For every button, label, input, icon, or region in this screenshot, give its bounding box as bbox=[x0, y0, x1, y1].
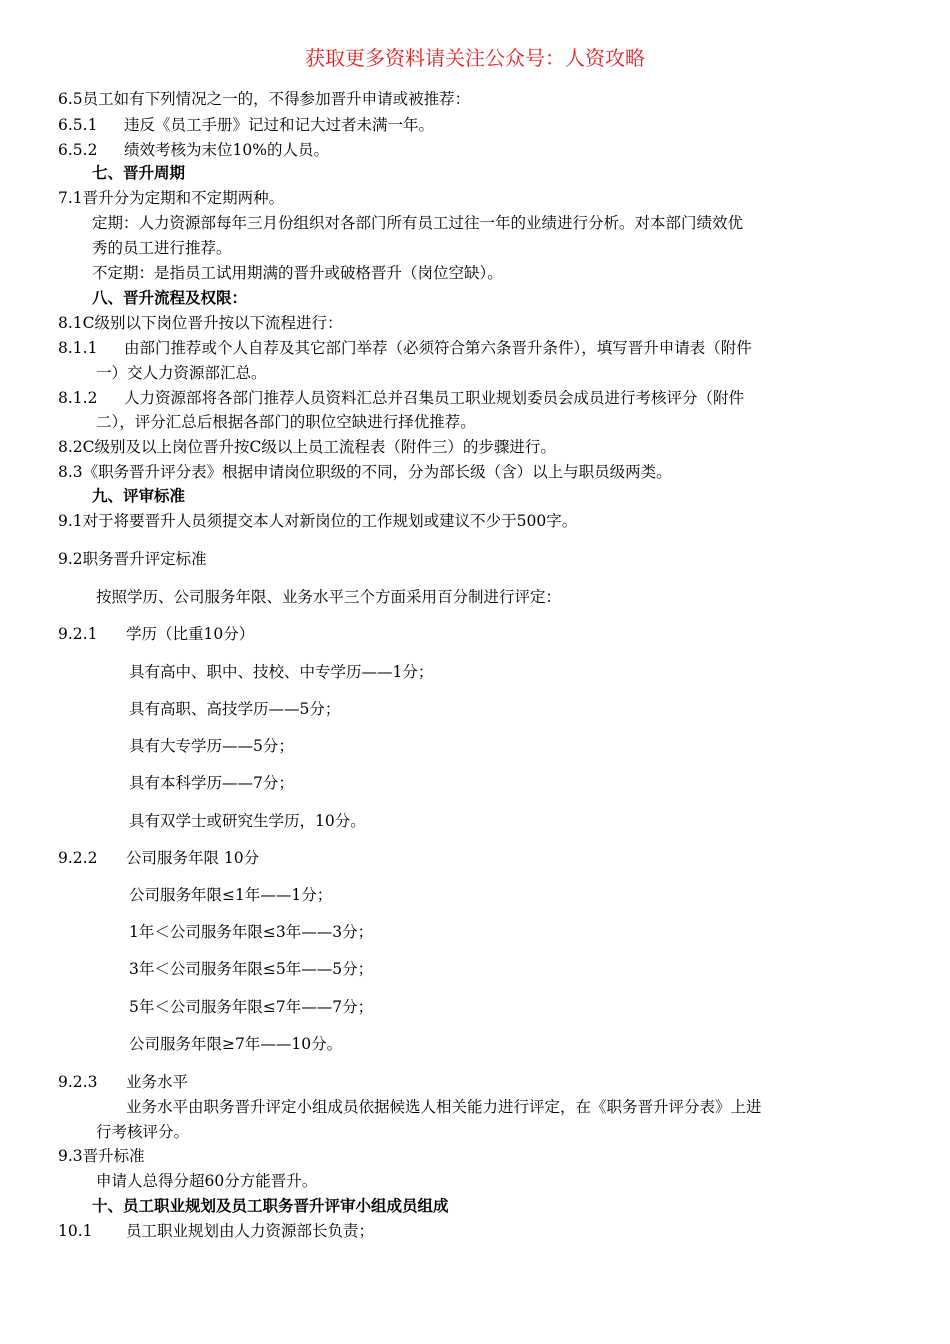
list-item: 公司服务年限≤1年——1分； bbox=[129, 886, 333, 904]
text-line: 10.1 员工职业规划由人力资源部长负责； bbox=[58, 1222, 375, 1240]
clause-number: 8.1.1 bbox=[58, 339, 98, 357]
promo-header: 获取更多资料请关注公众号：人资攻略 bbox=[305, 46, 645, 70]
text-line: 一）交人力资源部汇总。 bbox=[96, 364, 267, 382]
list-item: 具有高中、职中、技校、中专学历——1分； bbox=[129, 663, 434, 681]
text-line: 定期：人力资源部每年三月份组织对各部门所有员工过往一年的业绩进行分析。对本部门绩效优 bbox=[92, 214, 744, 232]
text-line: 9.2.2 公司服务年限 10分 bbox=[58, 849, 260, 867]
clause-number: 9.2.1 bbox=[58, 625, 98, 643]
text-line: 9.2职务晋升评定标准 bbox=[58, 550, 207, 568]
text-line: 行考核评分。 bbox=[96, 1123, 190, 1141]
list-item: 具有高职、高技学历——5分； bbox=[129, 700, 341, 718]
section-heading: 七、晋升周期 bbox=[92, 163, 186, 182]
clause-number: 8.1.2 bbox=[58, 389, 98, 407]
section-heading: 八、晋升流程及权限： bbox=[92, 288, 248, 307]
list-item: 1年＜公司服务年限≤3年——3分； bbox=[129, 923, 374, 941]
text-line: 9.3晋升标准 bbox=[58, 1147, 145, 1165]
text-line: 7.1晋升分为定期和不定期两种。 bbox=[58, 189, 285, 207]
list-item: 3年＜公司服务年限≤5年——5分； bbox=[129, 960, 374, 978]
text-line: 8.1C级别以下岗位晋升按以下流程进行： bbox=[58, 314, 343, 332]
clause-number: 10.1 bbox=[58, 1222, 93, 1240]
list-item: 公司服务年限≥7年——10分。 bbox=[129, 1035, 343, 1053]
clause-number: 6.5.2 bbox=[58, 141, 98, 159]
text-line: 秀的员工进行推荐。 bbox=[92, 239, 232, 257]
text-line: 6.5员工如有下列情况之一的，不得参加晋升申请或被推荐： bbox=[58, 90, 471, 108]
section-heading: 十、员工职业规划及员工职务晋升评审小组成员组成 bbox=[92, 1196, 449, 1215]
list-item: 具有双学士或研究生学历，10分。 bbox=[129, 812, 366, 830]
text-line: 9.2.1 学历（比重10分） bbox=[58, 625, 255, 643]
text-line: 8.1.1 由部门推荐或个人自荐及其它部门举荐（必须符合第六条晋升条件），填写晋升申请表（附件 bbox=[58, 339, 752, 357]
text-line: 8.3《职务晋升评分表》根据申请岗位职级的不同，分为部长级（含）以上与职员级两类。 bbox=[58, 463, 672, 481]
text-line: 8.2C级别及以上岗位晋升按C级以上员工流程表（附件三）的步骤进行。 bbox=[58, 438, 556, 456]
clause-number: 9.2.3 bbox=[58, 1073, 98, 1091]
text-line: 6.5.2 绩效考核为末位10%的人员。 bbox=[58, 141, 329, 159]
text-line: 二），评分汇总后根据各部门的职位空缺进行择优推荐。 bbox=[96, 413, 476, 431]
list-item: 具有本科学历——7分； bbox=[129, 774, 294, 792]
text-line: 6.5.1 违反《员工手册》记过和记大过者未满一年。 bbox=[58, 116, 435, 134]
text-line: 申请人总得分超60分方能晋升。 bbox=[96, 1172, 318, 1190]
text-line: 9.2.3 业务水平 bbox=[58, 1073, 189, 1091]
text-line: 按照学历、公司服务年限、业务水平三个方面采用百分制进行评定： bbox=[96, 588, 562, 606]
text-line: 9.1对于将要晋升人员须提交本人对新岗位的工作规划或建议不少于500字。 bbox=[58, 512, 578, 530]
clause-number: 9.2.2 bbox=[58, 849, 98, 867]
text-line: 业务水平由职务晋升评定小组成员依据候选人相关能力进行评定，在《职务晋升评分表》上进 bbox=[126, 1098, 762, 1116]
text-line: 8.1.2 人力资源部将各部门推荐人员资料汇总并召集员工职业规划委员会成员进行考核评分（附件 bbox=[58, 389, 745, 407]
text-line: 不定期：是指员工试用期满的晋升或破格晋升（岗位空缺）。 bbox=[92, 264, 503, 282]
list-item: 具有大专学历——5分； bbox=[129, 737, 294, 755]
clause-number: 6.5.1 bbox=[58, 116, 98, 134]
section-heading: 九、评审标准 bbox=[92, 486, 186, 505]
list-item: 5年＜公司服务年限≤7年——7分； bbox=[129, 998, 374, 1016]
